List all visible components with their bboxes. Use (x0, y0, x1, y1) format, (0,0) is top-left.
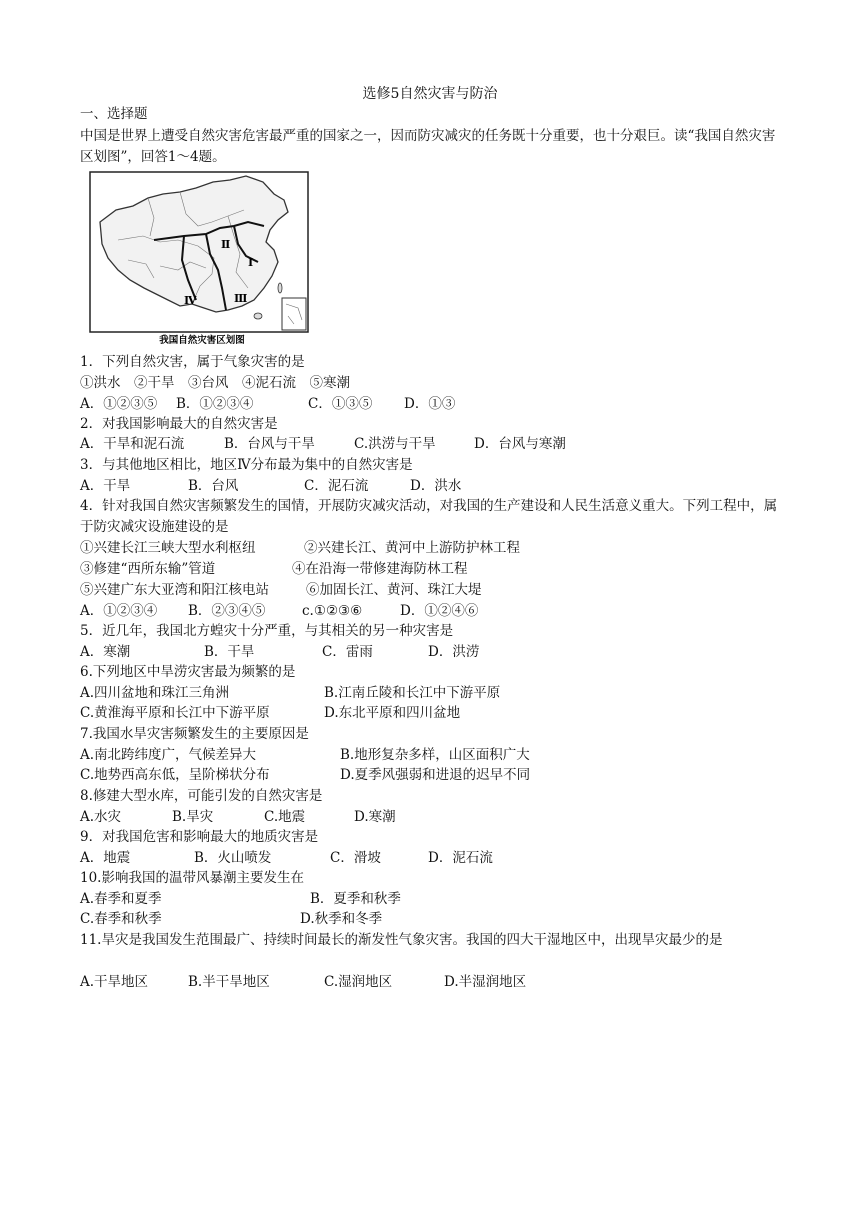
q3-option-c[interactable]: C．泥石流 (304, 478, 369, 494)
q8-stem: 8.修建大型水库，可能引发的自然灾害是 (80, 788, 323, 804)
q8-option-d[interactable]: D.寒潮 (354, 809, 396, 825)
q8-option-a[interactable]: A.水灾 (80, 809, 122, 825)
q7-option-c[interactable]: C.地势西高东低，呈阶梯状分布 (80, 767, 270, 783)
q10-option-a[interactable]: A.春季和夏季 (80, 891, 162, 907)
q6-option-d[interactable]: D.东北平原和四川盆地 (324, 705, 461, 721)
q7-option-b[interactable]: B.地形复杂多样，山区面积广大 (340, 747, 530, 763)
q2-option-c[interactable]: C.洪涝与干旱 (354, 436, 436, 452)
q4-item-2: ②兴建长江、黄河中上游防护林工程 (304, 540, 520, 556)
q8-option-b[interactable]: B.旱灾 (172, 809, 214, 825)
q4-item-3: ③修建“西所东输”管道 (80, 561, 216, 577)
q11-stem: 11.旱灾是我国发生范围最广、持续时间最长的渐发性气象灾害。我国的四大干湿地区中，出现旱灾最少的是 (80, 932, 723, 948)
q9-option-c[interactable]: C．滑坡 (330, 850, 381, 866)
intro-paragraph: 中国是世界上遭受自然灾害危害最严重的国家之一，因而防灾减灾的任务既十分重要，也十分艰巨。读“我国自然灾害区划图”，回答1～4题。 (80, 128, 776, 165)
q4-item-1: ①兴建长江三峡大型水利枢纽 (80, 540, 256, 556)
q2-stem: 2．对我国影响最大的自然灾害是 (80, 416, 278, 432)
q7-option-a[interactable]: A.南北跨纬度广，气候差异大 (80, 747, 257, 763)
q4-item-4: ④在沿海一带修建海防林工程 (292, 561, 468, 577)
q4-stem: 4．针对我国自然灾害频繁发生的国情，开展防灾减灾活动，对我国的生产建设和人民生活意义重大。下列工程中，属于防灾减灾设施建设的是 (80, 498, 778, 535)
q6-option-a[interactable]: A.四川盆地和珠江三角洲 (80, 685, 230, 701)
map-image (88, 170, 316, 346)
section-heading: 一、选择题 (80, 106, 148, 122)
q4-option-a[interactable]: A．①②③④ (80, 603, 158, 619)
q6-stem: 6.下列地区中旱涝灾害最为频繁的是 (80, 664, 296, 680)
q8-option-c[interactable]: C.地震 (264, 809, 306, 825)
q7-option-d[interactable]: D.夏季风强弱和进退的迟早不同 (340, 767, 531, 783)
zone-label-2: Ⅱ (221, 238, 231, 251)
china-disaster-zone-map (88, 170, 316, 346)
q3-option-a[interactable]: A．干旱 (80, 478, 131, 494)
q3-option-d[interactable]: D．洪水 (410, 478, 462, 494)
q5-stem: 5．近几年，我国北方蝗灾十分严重，与其相关的另一种灾害是 (80, 623, 454, 639)
q4-option-d[interactable]: D．①②④⑥ (400, 603, 479, 619)
q1-option-a[interactable]: A．①②③⑤ (80, 396, 158, 412)
zone-label-3: Ⅲ (234, 292, 248, 305)
zone-label-4: Ⅳ (184, 294, 197, 307)
q4-option-c[interactable]: c.①②③⑥ (302, 603, 363, 619)
q4-item-6: ⑥加固长江、黄河、珠江大堤 (306, 582, 482, 598)
q10-stem: 10.影响我国的温带风暴潮主要发生在 (80, 870, 304, 886)
q10-option-c[interactable]: C.春季和秋季 (80, 911, 162, 927)
q6-option-b[interactable]: B.江南丘陵和长江中下游平原 (324, 685, 501, 701)
q5-option-a[interactable]: A．寒潮 (80, 644, 131, 660)
q4-option-b[interactable]: B．②③④⑤ (188, 603, 266, 619)
q11-option-c[interactable]: C.湿润地区 (324, 974, 393, 990)
zone-label-1: Ⅰ (248, 256, 254, 269)
page-title: 选修5自然灾害与防治 (362, 86, 498, 102)
q6-option-c[interactable]: C.黄淮海平原和长江中下游平原 (80, 705, 270, 721)
q4-item-5: ⑤兴建广东大亚湾和阳江核电站 (80, 582, 269, 598)
q5-option-d[interactable]: D．洪涝 (428, 644, 480, 660)
q11-option-a[interactable]: A.干旱地区 (80, 974, 149, 990)
q11-option-d[interactable]: D.半湿润地区 (444, 974, 527, 990)
q11-option-b[interactable]: B.半干旱地区 (188, 974, 270, 990)
q1-stem: 1．下列自然灾害，属于气象灾害的是 (80, 354, 305, 370)
q7-stem: 7.我国水旱灾害频繁发生的主要原因是 (80, 726, 309, 742)
q2-option-b[interactable]: B．台风与干旱 (224, 436, 315, 452)
q1-option-b[interactable]: B．①②③④ (176, 396, 254, 412)
q9-stem: 9．对我国危害和影响最大的地质灾害是 (80, 829, 319, 845)
q1-option-d[interactable]: D．①③ (404, 396, 456, 412)
q1-items: ①洪水 ②干旱 ③台风 ④泥石流 ⑤寒潮 (80, 375, 350, 391)
q1-option-c[interactable]: C．①③⑤ (308, 396, 373, 412)
q9-option-d[interactable]: D．泥石流 (428, 850, 493, 866)
q10-option-b[interactable]: B．夏季和秋季 (310, 891, 401, 907)
map-caption: 我国自然灾害区划图 (159, 335, 245, 346)
q9-option-b[interactable]: B．火山喷发 (194, 850, 272, 866)
q5-option-c[interactable]: C．雷雨 (322, 644, 373, 660)
q3-option-b[interactable]: B．台风 (188, 478, 239, 494)
q2-option-d[interactable]: D．台风与寒潮 (474, 436, 566, 452)
q9-option-a[interactable]: A．地震 (80, 850, 131, 866)
q10-option-d[interactable]: D.秋季和冬季 (300, 911, 383, 927)
q3-stem: 3．与其他地区相比，地区Ⅳ分布最为集中的自然灾害是 (80, 457, 413, 473)
q5-option-b[interactable]: B．干旱 (204, 644, 255, 660)
q2-option-a[interactable]: A．干旱和泥石流 (80, 436, 185, 452)
